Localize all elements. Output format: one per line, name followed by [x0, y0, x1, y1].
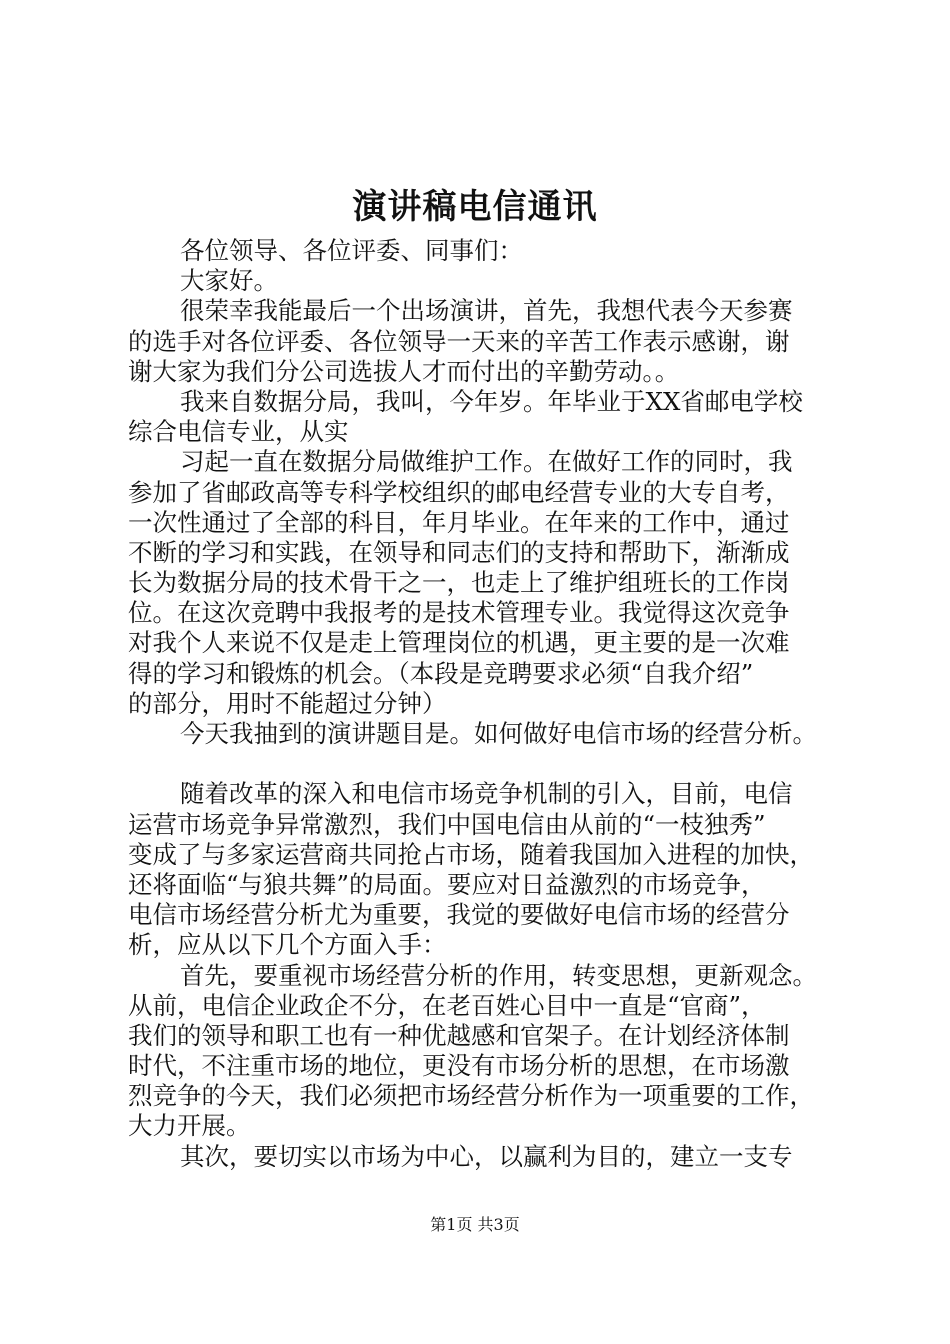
text-line: 其次，要切实以市场为中心，以赢利为目的，建立一支专 [180, 1141, 793, 1171]
text-line: 运营市场竞争异常激烈，我们中国电信由从前的“一枝独秀” [128, 809, 766, 839]
text-line: 参加了省邮政高等专科学校组织的邮电经营专业的大专自考， [128, 477, 790, 507]
text-line: 变成了与多家运营商共同抢占市场，随着我国加入进程的加快， [128, 839, 814, 869]
document-body [128, 236, 856, 1172]
text-line: 的部分，用时不能超过分钟） [128, 688, 447, 718]
text-line: 谢大家为我们分公司选拔人才而付出的辛勤劳动。。 [128, 356, 680, 386]
text-line: 得的学习和锻炼的机会。（本段是竞聘要求必须“自我介绍” [128, 658, 754, 688]
text-line: 长为数据分局的技术骨干之一，也走上了维护组班长的工作岗 [128, 568, 790, 598]
text-line: 大力开展。 [128, 1111, 251, 1141]
text-line: 大家好。 [180, 266, 278, 296]
text-line: 从前，电信企业政企不分，在老百姓心目中一直是“官商”， [128, 990, 766, 1020]
text-line: 的选手对各位评委、各位领导一天来的辛苦工作表示感谢，谢 [128, 326, 790, 356]
text-line: 位。在这次竞聘中我报考的是技术管理专业。我觉得这次竞争 [128, 598, 790, 628]
text-line: 我来自数据分局，我叫，今年岁。年毕业于XX省邮电学校 [180, 386, 803, 416]
text-line: 首先，要重视市场经营分析的作用，转变思想，更新观念。 [180, 960, 817, 990]
text-line: 综合电信专业，从实 [128, 417, 349, 447]
text-line: 还将面临“与狼共舞”的局面。要应对日益激烈的市场竞争， [128, 869, 766, 899]
text-line: 我们的领导和职工也有一种优越感和官架子。在计划经济体制 [128, 1020, 790, 1050]
page-footer: 第1页 共3页 [430, 1215, 520, 1234]
text-line: 各位领导、各位评委、同事们： [180, 236, 523, 265]
text-line: 对我个人来说不仅是走上管理岗位的机遇，更主要的是一次难 [128, 628, 790, 658]
text-line: 一次性通过了全部的科目，年月毕业。在年来的工作中，通过 [128, 507, 790, 537]
text-line: 很荣幸我能最后一个出场演讲，首先，我想代表今天参赛 [180, 296, 793, 326]
text-line: 今天我抽到的演讲题目是。如何做好电信市场的经营分析。 [180, 719, 817, 748]
text-line: 习起一直在数据分局做维护工作。在做好工作的同时，我 [180, 447, 793, 477]
text-line: 不断的学习和实践，在领导和同志们的支持和帮助下，渐渐成 [128, 537, 790, 567]
document-title: 演讲稿电信通讯 [352, 187, 598, 227]
blank-line [128, 749, 856, 779]
text-line: 析，应从以下几个方面入手： [128, 930, 447, 960]
text-line: 随着改革的深入和电信市场竞争机制的引入，目前，电信 [180, 779, 793, 809]
text-line: 电信市场经营分析尤为重要，我觉的要做好电信市场的经营分 [128, 900, 790, 930]
text-line: 时代，不注重市场的地位，更没有市场分析的思想，在市场激 [128, 1051, 790, 1081]
text-line: 烈竞争的今天，我们必须把市场经营分析作为一项重要的工作， [128, 1081, 814, 1111]
